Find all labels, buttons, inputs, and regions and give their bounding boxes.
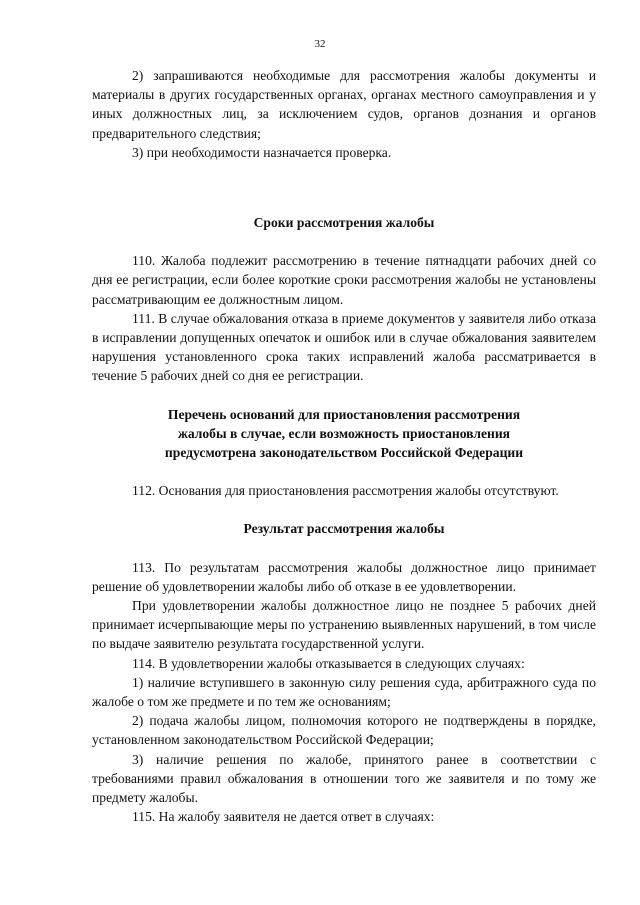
- section-heading-suspension: [92, 405, 596, 463]
- document-body: [92, 66, 596, 827]
- heading-line: Перечень оснований для приостановления рассмотрения: [167, 406, 521, 422]
- page-number: 32: [314, 38, 326, 50]
- paragraph: 1) наличие вступившего в законную силу решения суда, арбитражного суда по жалобе о том же предмете и по тем же основаниям;: [92, 674, 596, 710]
- paragraph: При удовлетворении жалобы должностное лицо не позднее 5 рабочих дней принимает исчерпывающие меры по устранению выявленных нарушений, в том числе по выдаче заявителю результата государственной услуги.: [92, 598, 596, 652]
- spacer: [92, 500, 596, 519]
- paragraph: 3) наличие решения по жалобе, принятого ранее в соответствии с требованиями правил обжалования в отношении того же заявителя и по тому же предмету жалобы.: [92, 751, 596, 806]
- spacer: [92, 539, 596, 558]
- section-heading-terms: Сроки рассмотрения жалобы: [253, 215, 435, 231]
- spacer: [92, 232, 596, 251]
- paragraph: 115. На жалобу заявителя не дается ответ в случаях:: [132, 809, 435, 825]
- paragraph: 111. В случае обжалования отказа в приеме документов у заявителя либо отказа в исправлении допущенных опечаток и ошибок или в случае обжалования заявителем нарушения установленного срока таких исправлений жалоба рассматривается в течение 5 рабочих дней со дня ее регистрации.: [92, 310, 596, 384]
- paragraph: 112. Основания для приостановления рассмотрения жалобы отсутствуют.: [132, 483, 559, 499]
- heading-line: жалобы в случае, если возможность приостановления: [177, 425, 511, 441]
- section-heading-result: Результат рассмотрения жалобы: [243, 521, 445, 537]
- spacer: [92, 462, 596, 481]
- paragraph: 3) при необходимости назначается проверка.: [132, 144, 392, 160]
- paragraph: 113. По результатам рассмотрения жалобы должностное лицо принимает решение об удовлетворении жалобы либо об отказе в ее удовлетворении.: [92, 559, 596, 594]
- paragraph: 114. В удовлетворении жалобы отказывается в следующих случаях:: [132, 655, 525, 671]
- paragraph: 2) подача жалобы лицом, полномочия которого не подтверждены в порядке, установленном законодательством Российской Федерации;: [92, 713, 596, 748]
- paragraph: 2) запрашиваются необходимые для рассмотрения жалобы документы и материалы в других государственных органах, органах местного самоуправления и у иных должностных лиц, за исключением судов, органов дознания и органов предварительного следствия;: [92, 68, 596, 141]
- spacer: [92, 386, 596, 405]
- paragraph: 110. Жалоба подлежит рассмотрению в течение пятнадцати рабочих дней со дня ее регистрации, если более короткие сроки рассмотрения жалобы не установлены рассматривающим ее должностным лицом.: [92, 253, 596, 307]
- heading-line: предусмотрена законодательством Российской Федерации: [164, 445, 524, 461]
- spacer: [92, 162, 596, 213]
